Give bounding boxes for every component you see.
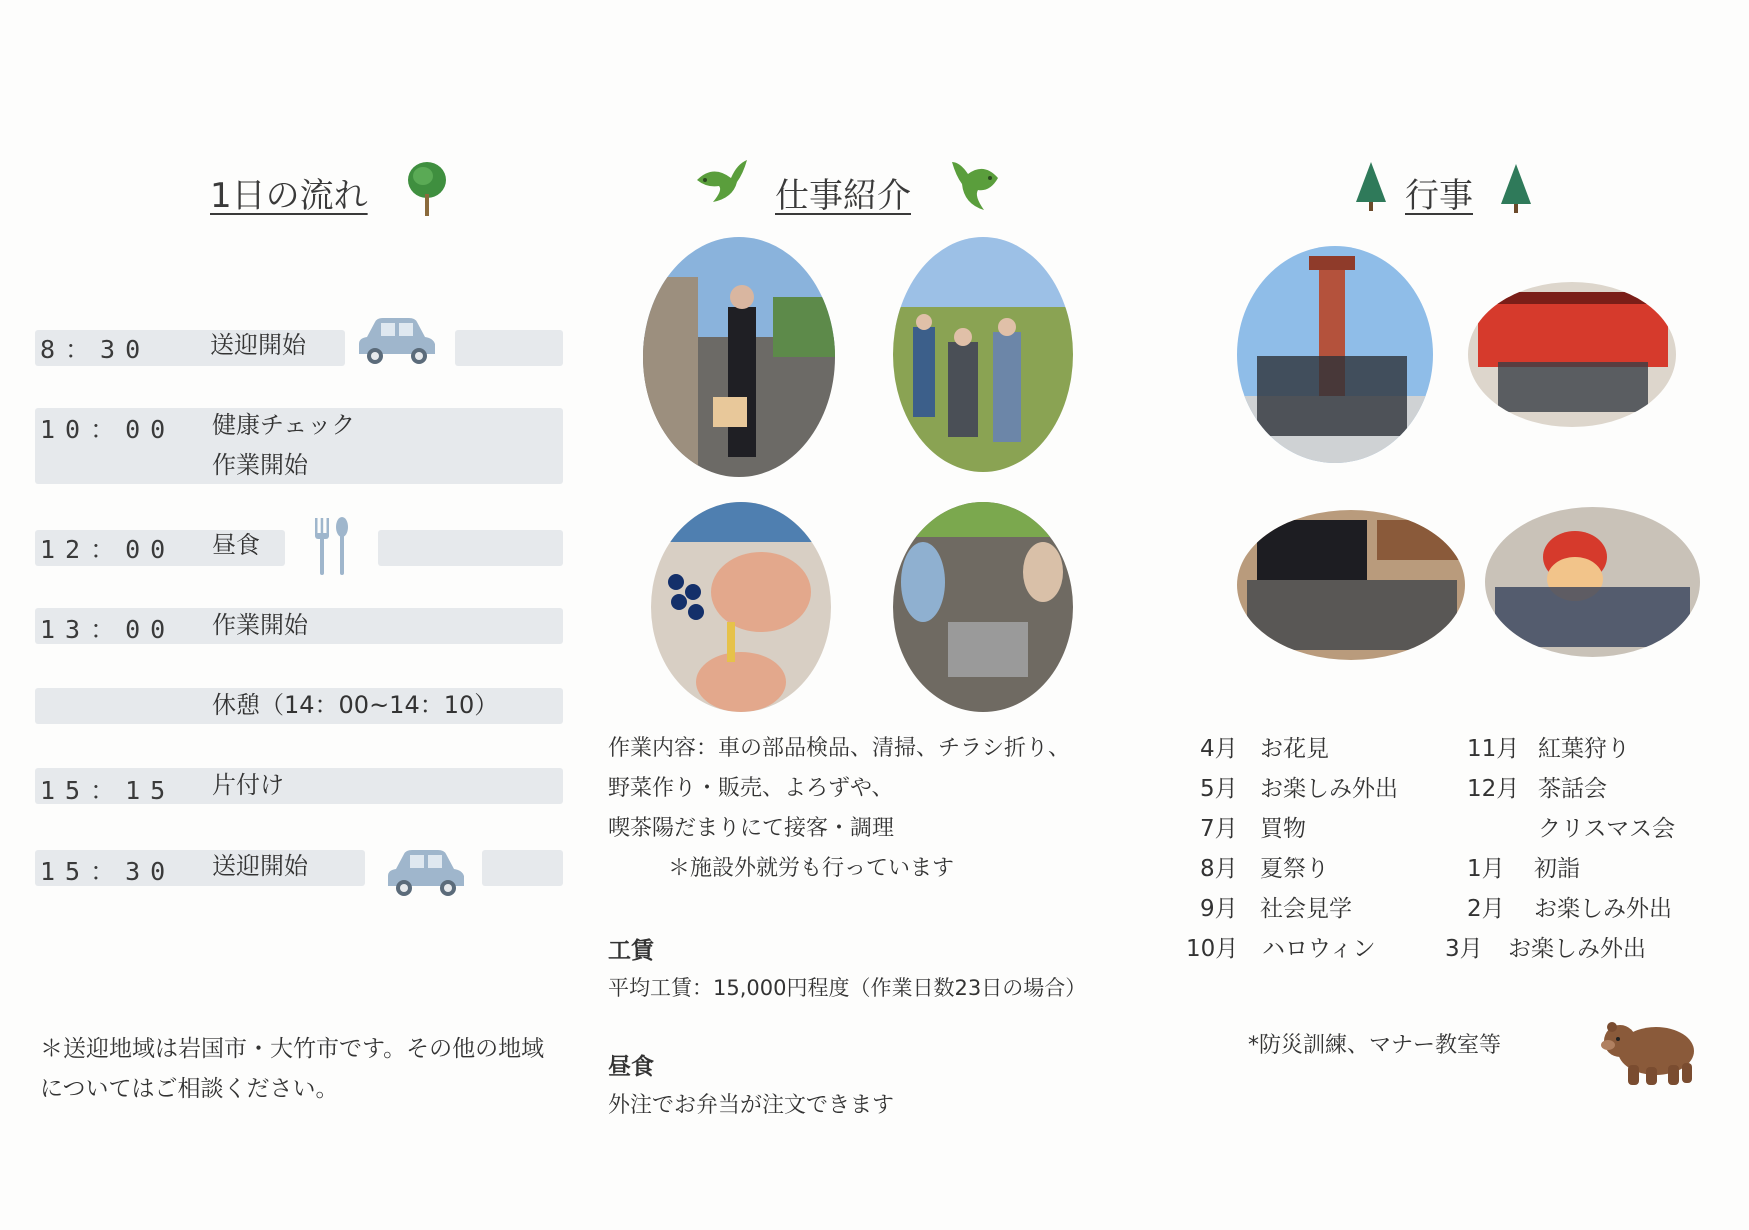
event-name: ハロウィン xyxy=(1262,936,1376,962)
wage-text: 平均工賃：15,000円程度（作業日数23日の場合） xyxy=(608,976,1087,1000)
event-month: 5月 xyxy=(1200,776,1238,802)
event-name: 紅葉狩り xyxy=(1538,736,1630,762)
event-name: 茶話会 xyxy=(1538,776,1607,802)
event-name: 夏祭り xyxy=(1260,856,1329,882)
event-name: お花見 xyxy=(1260,736,1329,762)
car-icon xyxy=(382,846,468,898)
schedule-time: 8：30 xyxy=(40,335,151,364)
work-description-note: ＊施設外就労も行っています xyxy=(668,856,955,881)
event-photo-tower xyxy=(1237,246,1433,463)
schedule-activity: 作業開始 xyxy=(212,611,308,639)
work-title: 仕事紹介 xyxy=(775,176,911,216)
work-description: 喫茶陽だまりにて接客・調理 xyxy=(608,816,895,841)
event-month: 4月 xyxy=(1200,736,1238,762)
schedule-activity: 片付け xyxy=(212,771,284,799)
event-month: 1月 xyxy=(1467,856,1505,882)
fork-spoon-icon xyxy=(312,515,352,577)
work-photo-assembly xyxy=(651,502,831,712)
pine-tree-icon xyxy=(1354,160,1388,212)
event-month: 9月 xyxy=(1200,896,1238,922)
bird-icon xyxy=(950,158,1002,214)
events-note: *防災訓練、マナー教室等 xyxy=(1248,1033,1502,1058)
transport-note: ＊送迎地域は岩国市・大竹市です。その他の地域 xyxy=(40,1036,545,1062)
event-photo-shrine xyxy=(1468,282,1676,427)
schedule-time: 10：00 xyxy=(40,415,176,444)
schedule-activity: 送迎開始 xyxy=(212,852,308,880)
schedule-band-1200b xyxy=(378,530,563,566)
event-month: 2月 xyxy=(1467,896,1505,922)
bear-icon xyxy=(1598,1015,1698,1090)
schedule-break: 休憩（14：00~14：10） xyxy=(212,691,499,719)
lunch-text: 外注でお弁当が注文できます xyxy=(608,1093,895,1118)
schedule-activity: 健康チェック xyxy=(212,411,356,439)
schedule-time: 15：15 xyxy=(40,776,176,805)
event-name: クリスマス会 xyxy=(1538,816,1676,842)
event-month: 8月 xyxy=(1200,856,1238,882)
pine-tree-icon xyxy=(1499,162,1533,214)
event-name: お楽しみ外出 xyxy=(1508,936,1646,962)
wage-heading: 工賃 xyxy=(608,938,654,964)
event-month: 12月 xyxy=(1467,776,1520,802)
schedule-title: 1日の流れ xyxy=(210,176,368,216)
schedule-band-830b xyxy=(455,330,563,366)
event-name: お楽しみ外出 xyxy=(1534,896,1672,922)
work-description: 作業内容：車の部品検品、清掃、チラシ折り、 xyxy=(608,736,1071,761)
work-photo-farming xyxy=(893,237,1073,472)
car-icon xyxy=(353,314,439,366)
schedule-activity-second: 作業開始 xyxy=(212,451,308,479)
event-month: 7月 xyxy=(1200,816,1238,842)
schedule-time: 13：00 xyxy=(40,615,176,644)
event-month: 3月 xyxy=(1445,936,1483,962)
tree-icon xyxy=(405,160,449,220)
work-photo-planting xyxy=(893,502,1073,712)
work-description: 野菜作り・販売、よろずや、 xyxy=(608,776,894,801)
schedule-activity: 昼食 xyxy=(212,531,260,559)
event-photo-train xyxy=(1237,510,1465,660)
work-photo-inspection xyxy=(643,237,835,477)
lunch-heading: 昼食 xyxy=(608,1054,654,1080)
event-photo-mascot xyxy=(1485,507,1700,657)
schedule-time: 15：30 xyxy=(40,857,176,886)
event-name: 買物 xyxy=(1260,816,1306,842)
schedule-time: 12：00 xyxy=(40,535,176,564)
event-month: 11月 xyxy=(1467,736,1520,762)
events-title: 行事 xyxy=(1405,176,1473,216)
bird-icon xyxy=(693,158,749,206)
schedule-activity: 送迎開始 xyxy=(210,331,306,359)
event-name: お楽しみ外出 xyxy=(1260,776,1398,802)
event-month: 10月 xyxy=(1186,936,1239,962)
schedule-band-1530b xyxy=(482,850,563,886)
transport-note: についてはご相談ください。 xyxy=(40,1076,339,1102)
event-name: 社会見学 xyxy=(1260,896,1352,922)
event-name: 初詣 xyxy=(1534,856,1580,882)
